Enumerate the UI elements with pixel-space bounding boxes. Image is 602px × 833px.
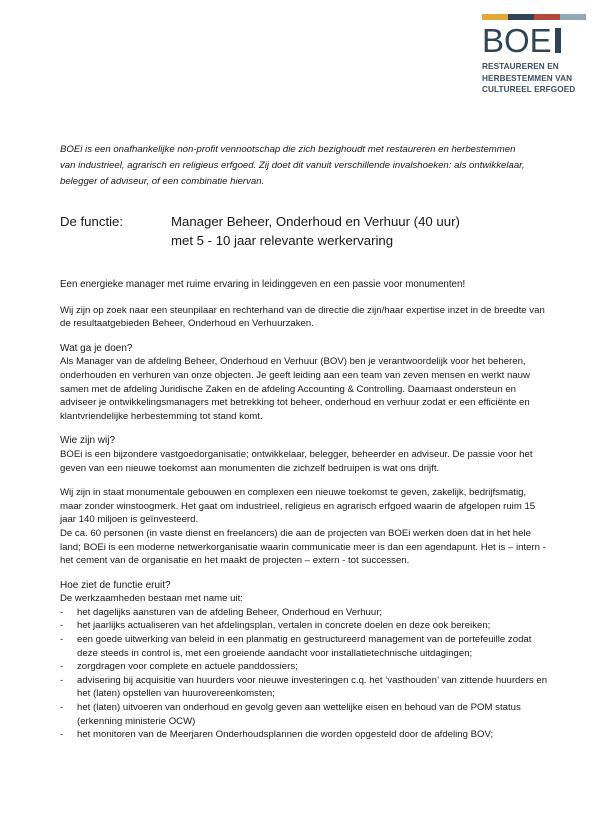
- logo-bar: [534, 14, 560, 20]
- function-subtitle: met 5 - 10 jaar relevante werkervaring: [171, 233, 394, 248]
- logo-i-mark: [555, 28, 561, 53]
- logo-bar: [482, 14, 508, 20]
- who-paragraph-3: De ca. 60 personen (in vaste dienst en freelancers) die aan de projecten van BOEi werken doen dat in het hele land; BOEi is een moderne netwerkorganisatie waarin communicatie meer is dan een agendapunt. Het is – intern - het cement van de organisatie en het maakt de projecten – extern - tot successen.: [60, 527, 546, 567]
- logo-tagline-line: CULTUREEL ERFGOED: [482, 85, 576, 94]
- logo-wordmark: [482, 24, 592, 58]
- logo-word-text: BOE: [482, 22, 552, 59]
- logo-tagline-line: RESTAUREREN EN: [482, 62, 559, 71]
- list-item: - advisering bij acquisitie van huurders voor nieuwe investeringen c.q. het ‘vasthouden’ van zittende huurders en het (laten) opstellen van huurovereenkomsten;: [60, 674, 548, 701]
- what-paragraph: Als Manager van de afdeling Beheer, Onderhoud en Verhuur (BOV) ben je verantwoordelijk voor het beheren, onderhouden en verhuren van onze objecten. Je geeft leiding aan een team van zeven mensen en werkt nauw samen met de afdeling Juridische Zaken en de afdeling Accounting & Controlling. Daarnaast ondersteun en adviseer je ontwikkelingsmanagers met betrekking tot beheer, onderhoud en verhuur zodat er een efficiënte en klantvriendelijke herbestemming tot stand komt.: [60, 356, 530, 422]
- intro-paragraph: BOEi is een onafhankelijke non-profit vennootschap die zich bezighoudt met restaureren en herbestemmen van industrieel, agrarisch en religieus erfgoed. Zij doet dit vanuit verschillende invalshoeken: als ontwikkelaar, belegger of adviseur, of een combinatie hiervan.: [60, 144, 525, 187]
- section-heading-what: Wat ga je doen?: [60, 342, 133, 354]
- lead-sentence: Een energieke manager met ruime ervaring in leidinggeven en een passie voor monumenten!: [60, 279, 466, 290]
- logo-tagline: [482, 61, 592, 96]
- list-item: - het monitoren van de Meerjaren Onderhoudsplannen die worden opgesteld door de afdeling BOV;: [60, 728, 548, 742]
- list-item: - het dagelijks aansturen van de afdeling Beheer, Onderhoud en Verhuur;: [60, 606, 548, 620]
- logo-bar: [508, 14, 534, 20]
- list-item: - een goede uitwerking van beleid in een planmatig en gestructureerd management van de portefeuille zodat deze steeds in control is, met een groeiende aandacht voor installatietechnische uitdagingen;: [60, 633, 548, 660]
- search-paragraph: Wij zijn op zoek naar een steunpilaar en rechterhand van de directie die zijn/haar expertise inzet in de breedte van de resultaatgebieden Beheer, Onderhoud en Verhuurzaken.: [60, 304, 545, 330]
- who-paragraph-1: BOEi is een bijzondere vastgoedorganisatie; ontwikkelaar, belegger, beheerder en adviseur. De passie voor het geven van een nieuwe toekomst aan monumenten die zichzelf bedruipen is wat ons drijft.: [60, 448, 533, 474]
- who-paragraph-2: Wij zijn in staat monumentale gebouwen en complexen een nieuwe toekomst te geven, zakelijk, bedrijfsmatig, maar zonder winstoogmerk. Het gaat om industrieel, religieus en agrarisch erfgoed waarin de afgelopen ruim 15 jaar 140 miljoen is geïnvesteerd.: [60, 487, 536, 526]
- how-intro: De werkzaamheden bestaan met name uit:: [60, 593, 243, 605]
- section-heading-how: Hoe ziet de functie eruit?: [60, 579, 171, 591]
- function-label: De functie:: [60, 214, 124, 229]
- list-item: - het (laten) uitvoeren van onderhoud en gevolg geven aan wettelijke eisen en behoud van de POM status (erkenning ministerie OCW): [60, 701, 548, 728]
- list-item: - zorgdragen voor complete en actuele panddossiers;: [60, 660, 548, 674]
- logo-color-bars: [482, 14, 586, 20]
- section-heading-who: Wie zijn wij?: [60, 435, 116, 447]
- task-list: [60, 606, 548, 742]
- logo-bar: [560, 14, 586, 20]
- job-description: [60, 278, 548, 742]
- list-item: - het jaarlijks actualiseren van het afdelingsplan, vertalen in concrete doelen en deze ook bereiken;: [60, 619, 548, 633]
- boei-logo: [482, 14, 592, 96]
- logo-tagline-line: HERBESTEMMEN VAN: [482, 73, 573, 83]
- function-title: Manager Beheer, Onderhoud en Verhuur (40 uur): [171, 214, 460, 229]
